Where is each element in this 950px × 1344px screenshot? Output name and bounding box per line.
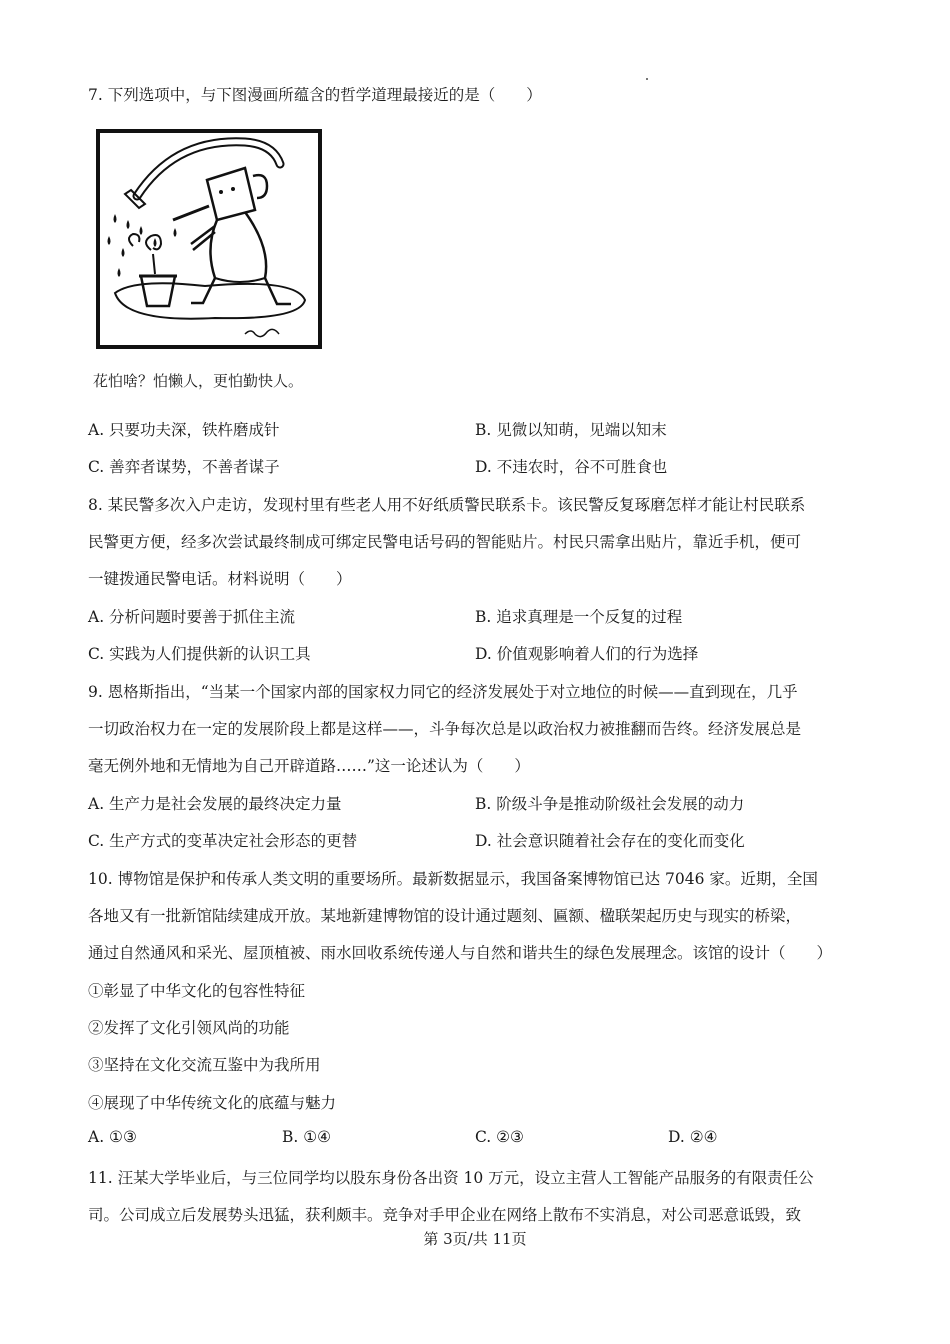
q9-option-c: C. 生产方式的变革决定社会形态的更替 (88, 832, 358, 850)
q7-stem: 7. 下列选项中，与下图漫画所蕴含的哲学道理最接近的是（ ） (88, 86, 542, 104)
q8-stem-line-2: 民警更方便，经多次尝试最终制成可绑定民警电话号码的智能贴片。村民只需拿出贴片，靠近手机，便可 (88, 533, 802, 551)
q7-option-a: A. 只要功夫深，铁杵磨成针 (88, 421, 280, 439)
q11-stem-line-2: 司。公司成立后发展势头迅猛，获利颇丰。竞争对手甲企业在网络上散布不实消息，对公司恶意诋毁，致 (88, 1206, 802, 1224)
q7-option-b: B. 见微以知萌，见端以知末 (475, 421, 667, 439)
q9-option-d: D. 社会意识随着社会存在的变化而变化 (475, 832, 745, 850)
q9-option-b: B. 阶级斗争是推动阶级社会发展的动力 (475, 795, 745, 813)
q10-option-a: A. ①③ (88, 1128, 137, 1146)
q10-stem-line-2: 各地又有一批新馆陆续建成开放。某地新建博物馆的设计通过题刻、匾额、楹联架起历史与现实的桥梁， (88, 907, 802, 925)
q8-option-b: B. 追求真理是一个反复的过程 (475, 608, 683, 626)
q8-option-c: C. 实践为人们提供新的认识工具 (88, 645, 311, 663)
q7-option-c: C. 善弈者谋势，不善者谋子 (88, 458, 280, 476)
q8-stem-line-3: 一键拨通民警电话。材料说明（ ） (88, 570, 352, 588)
q10-option-c: C. ②③ (475, 1128, 524, 1146)
q10-statement-2: ②发挥了文化引领风尚的功能 (88, 1019, 290, 1037)
page-number: 第 3页/共 11页 (423, 1230, 527, 1248)
q9-stem-line-2: 一切政治权力在一定的发展阶段上都是这样——，斗争每次总是以政治权力被推翻而告终。经济发展总是 (88, 720, 802, 738)
q9-option-a: A. 生产力是社会发展的最终决定力量 (88, 795, 342, 813)
q8-option-d: D. 价值观影响着人们的行为选择 (475, 645, 699, 663)
q10-stem-line-1: 10. 博物馆是保护和传承人类文明的重要场所。最新数据显示，我国备案博物馆已达 7046 家。近期，全国 (88, 870, 818, 888)
q11-stem-line-1: 11. 汪某大学毕业后，与三位同学均以股东身份各出资 10 万元，设立主营人工智能产品服务的有限责任公 (88, 1169, 814, 1187)
q8-option-a: A. 分析问题时要善于抓住主流 (88, 608, 296, 626)
q10-statement-3: ③坚持在文化交流互鉴中为我所用 (88, 1056, 321, 1074)
q10-option-d: D. ②④ (668, 1128, 718, 1146)
q9-stem-line-1: 9. 恩格斯指出，“当某一个国家内部的国家权力同它的经济发展处于对立地位的时候——直到现在，几乎 (88, 683, 798, 701)
q8-stem-line-1: 8. 某民警多次入户走访，发现村里有些老人用不好纸质警民联系卡。该民警反复琢磨怎样才能让村民联系 (88, 496, 806, 514)
q10-statement-4: ④展现了中华传统文化的底蕴与魅力 (88, 1094, 337, 1112)
cartoon-illustration (95, 128, 323, 350)
scan-speck (646, 78, 648, 80)
q10-option-b: B. ①④ (282, 1128, 332, 1146)
q10-stem-line-3: 通过自然通风和采光、屋顶植被、雨水回收系统传递人与自然和谐共生的绿色发展理念。该馆的设计（ ） (88, 944, 833, 962)
q9-stem-line-3: 毫无例外地和无情地为自己开辟道路……”这一论述认为（ ） (88, 757, 530, 775)
q7-option-d: D. 不违农时，谷不可胜食也 (475, 458, 668, 476)
cartoon-caption: 花怕啥？怕懒人，更怕勤快人。 (93, 372, 304, 390)
q10-statement-1: ①彰显了中华文化的包容性特征 (88, 982, 306, 1000)
